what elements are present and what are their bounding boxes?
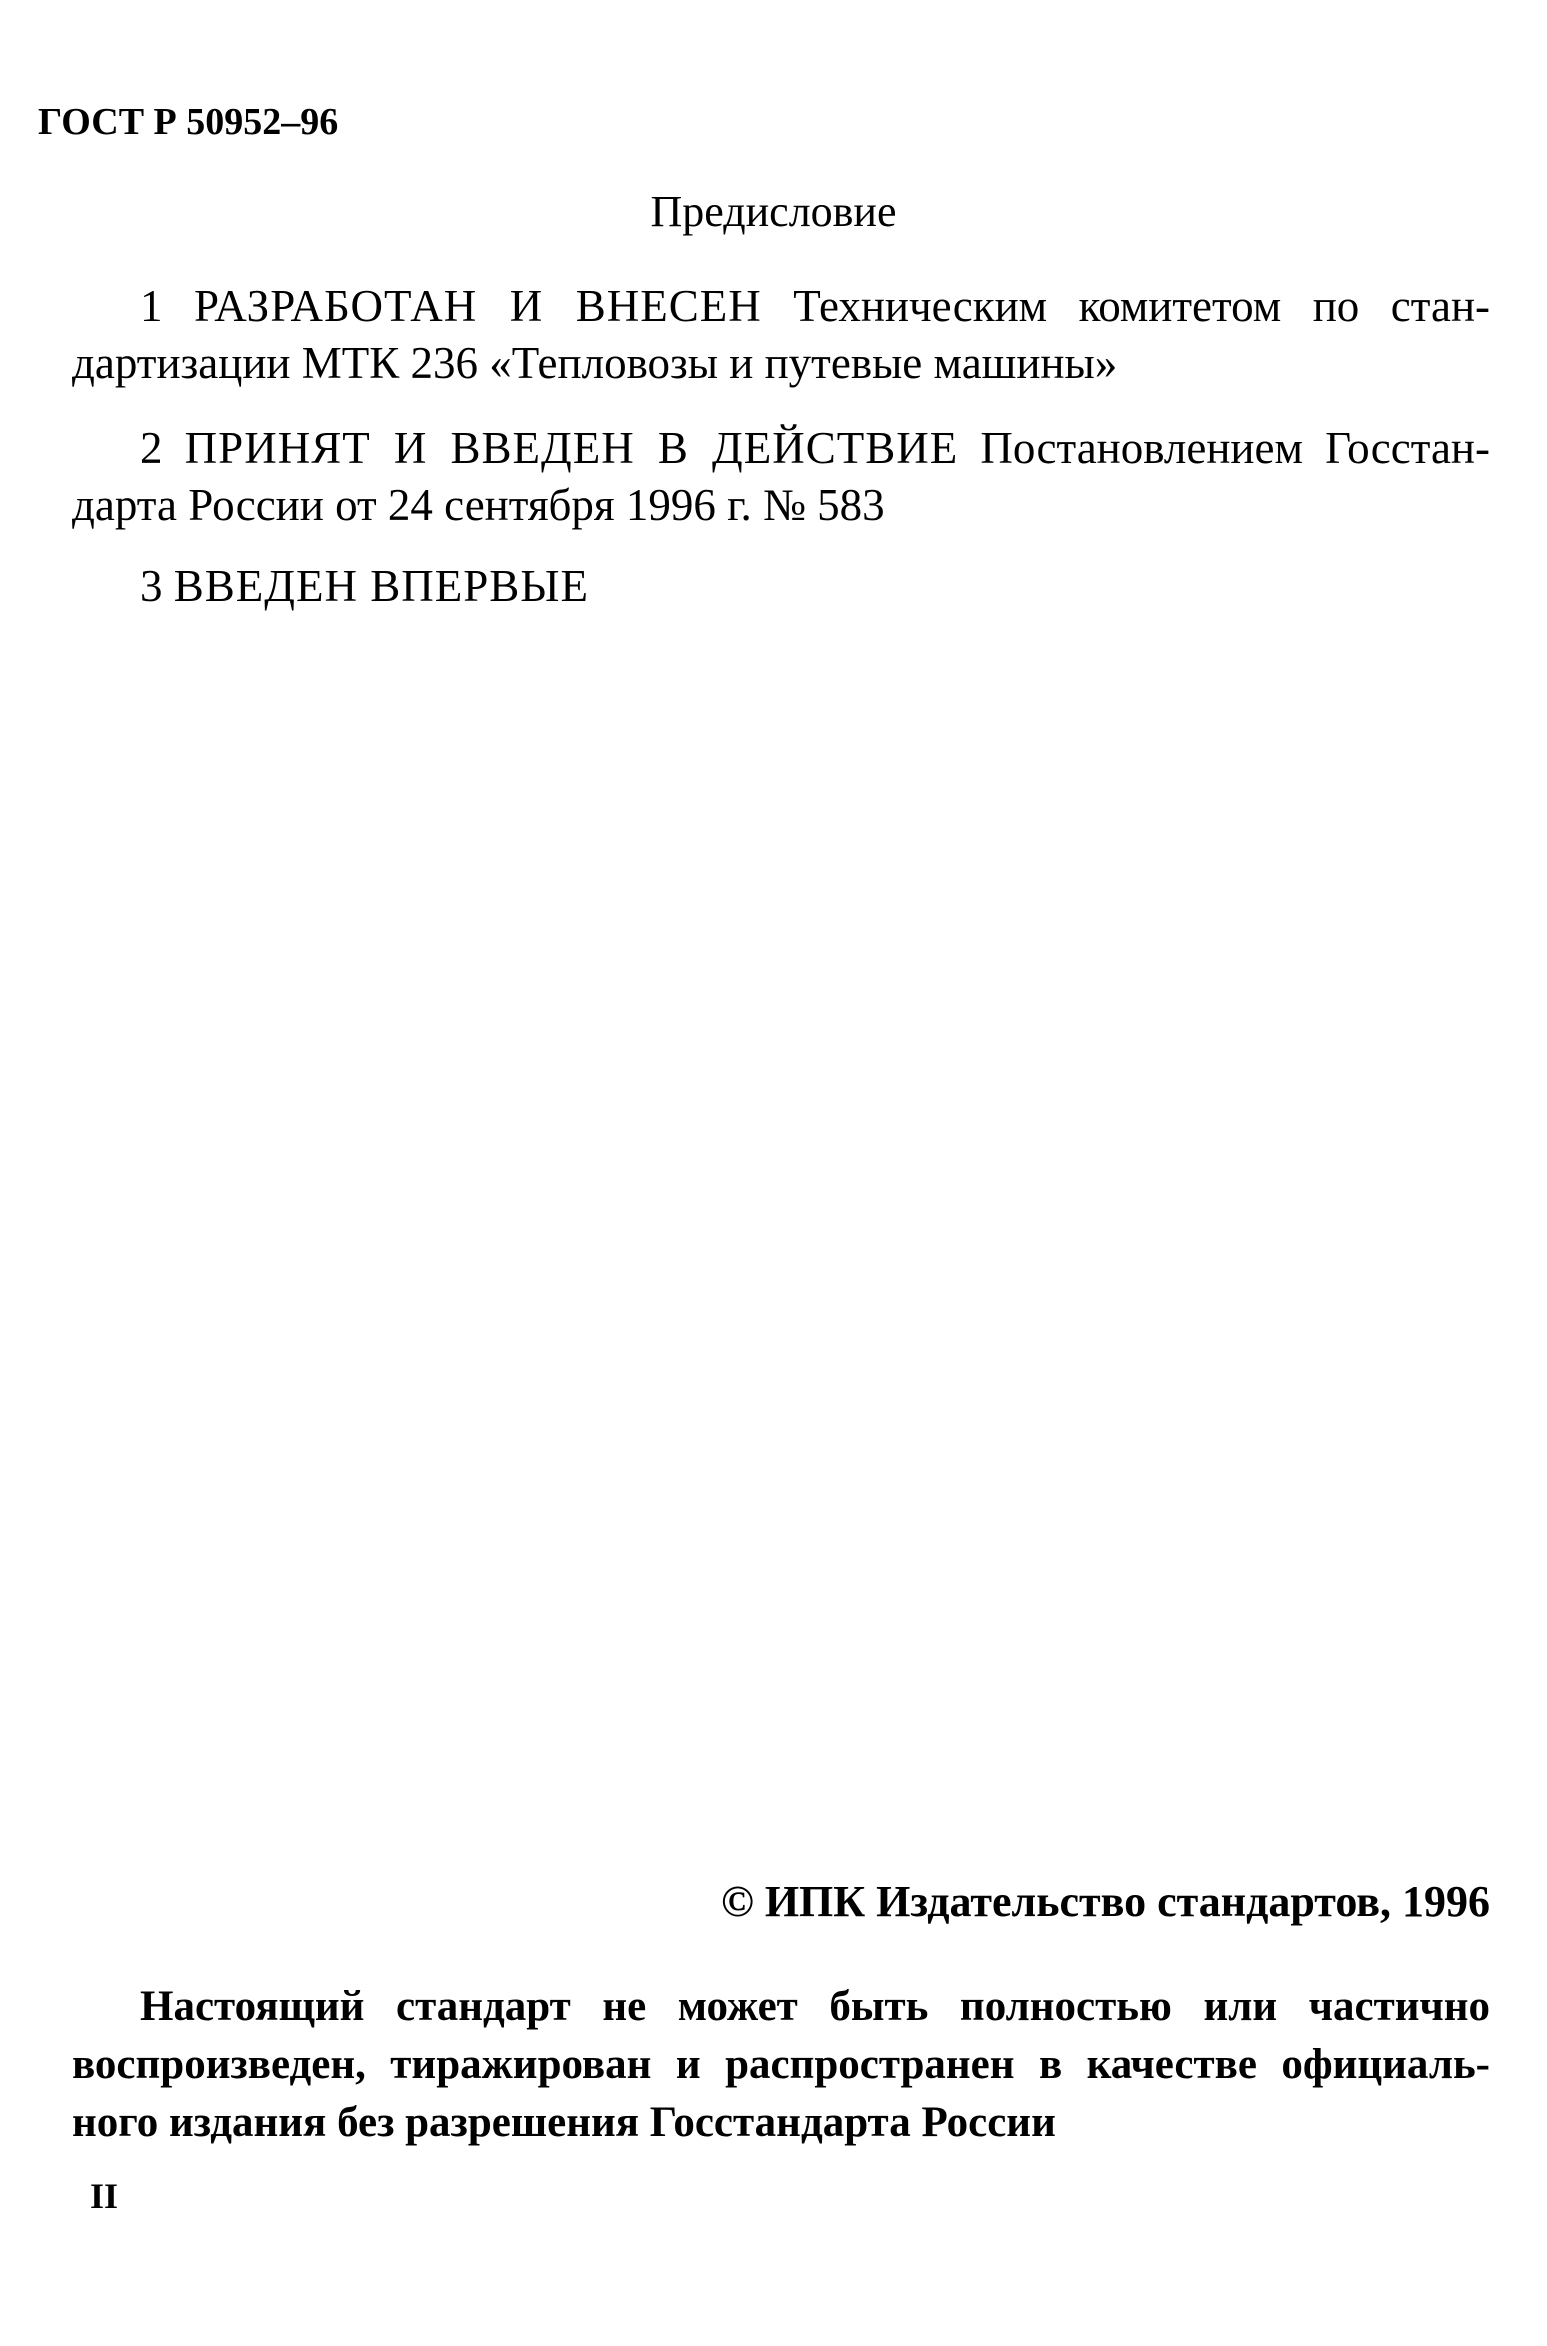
item-text: Техническим комитетом по стан- [761,281,1491,331]
reproduction-notice [72,1978,1490,2152]
preface-item-3 [72,558,1490,615]
item-number: 1 [140,281,163,331]
preface-item-2-line-2: дарта России от 24 сентября 1996 г. № 583 [72,480,885,530]
item-lead: ВВЕДЕН ВПЕРВЫЕ [173,561,589,611]
item-lead: РАЗРАБОТАН И ВНЕСЕН [194,281,762,331]
notice-line-3: ного издания без разрешения Госстандарта России [72,2099,1056,2146]
item-lead: ПРИНЯТ И ВВЕДЕН В ДЕЙСТВИЕ [184,423,959,473]
copyright-line: © ИПК Издательство стандартов, 1996 [720,1877,1490,1926]
item-number: 3 [140,561,163,611]
preface-title: Предисловие [650,187,897,236]
preface-item-2 [72,420,1490,534]
document-code: ГОСТ Р 50952–96 [38,101,339,143]
page-number: II [90,2176,119,2216]
notice-line-1: Настоящий стандарт не может быть полностью или частично [140,1983,1490,2030]
preface-item-2-line-1 [72,420,1490,477]
preface-item-1 [72,278,1490,392]
item-text: Постановлением Госстан- [958,423,1490,473]
preface-item-1-line-2: дартизации МТК 236 «Тепловозы и путевые машины» [72,338,1118,388]
item-number: 2 [140,423,163,473]
notice-line-2: воспроизведен, тиражирован и распространен в качестве официаль- [72,2041,1490,2088]
preface-item-3-line-1 [72,558,1490,615]
preface-item-1-line-1 [72,278,1490,335]
